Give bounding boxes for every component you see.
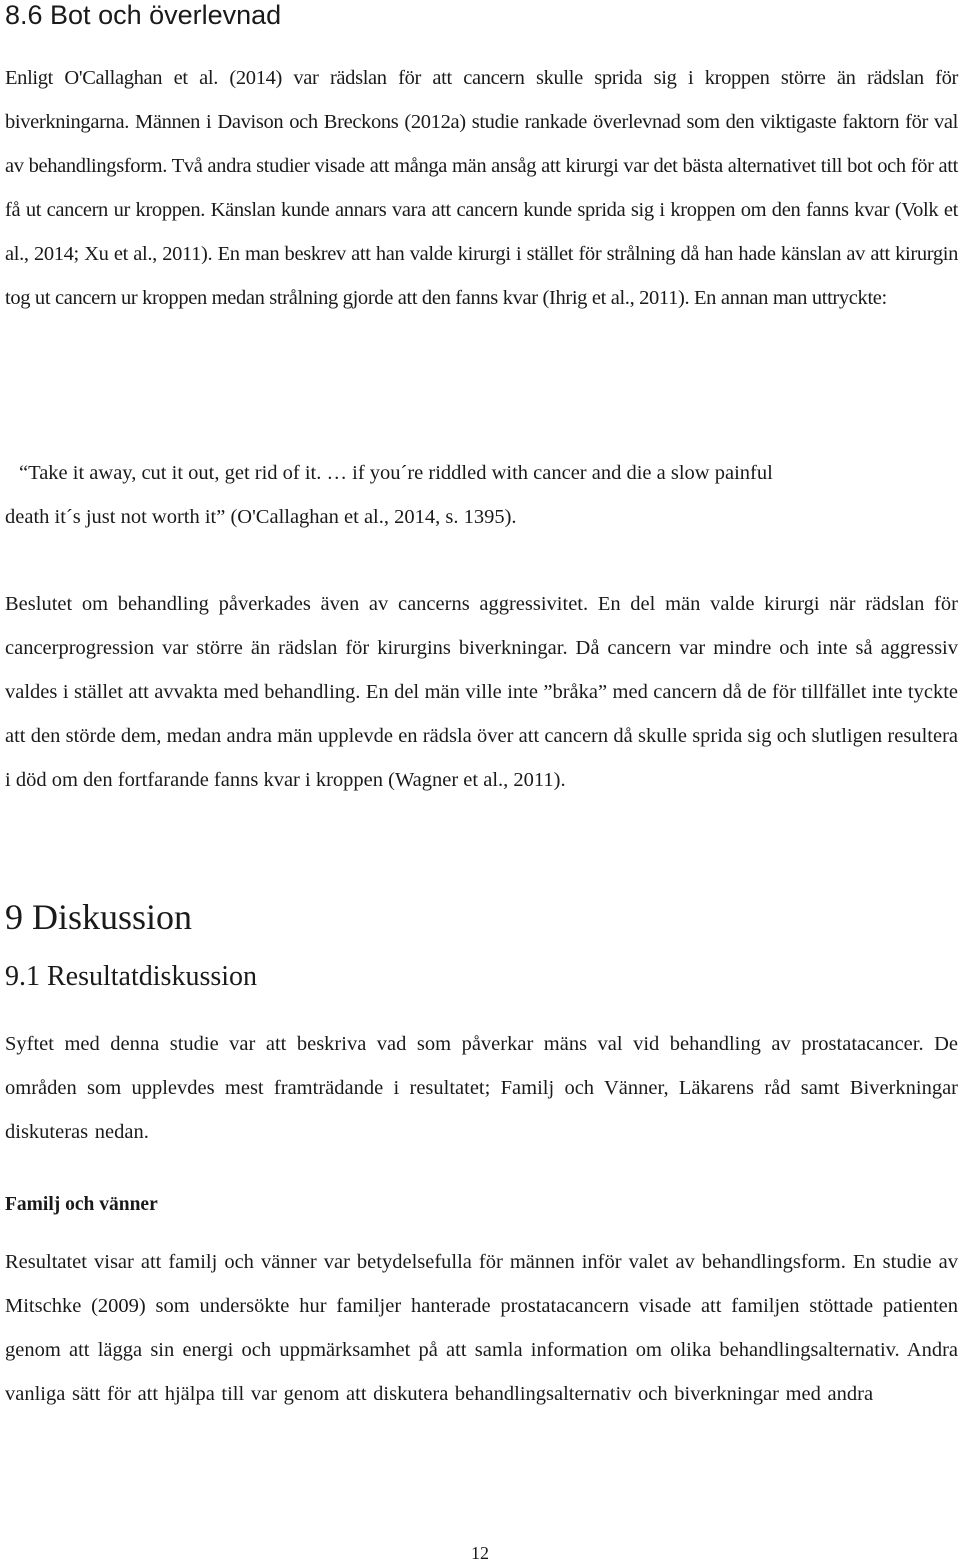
page-number: 12 [471, 1543, 489, 1563]
section-heading-9: 9 Diskussion [5, 897, 193, 937]
quote-line-1 [5, 451, 958, 495]
section-heading-9-1: 9.1 Resultatdiskussion [5, 961, 258, 992]
paragraph-survival-fear: Enligt O'Callaghan et al. (2014) var rädslan för att cancern skulle sprida sig i kroppen större än rädslan för biverkningarna. Männen i Davison och Breckons (2012a) studie rankade överlevnad som den viktigaste faktorn för val av behandlingsform. Två andra studier visade att många män ansåg att kirurgi var det bästa alternativet till bot och för att få ut cancern ur kroppen. Känslan kunde annars vara att cancern kunde sprida sig i kroppen om den fanns kvar (Volk et al., 2014; Xu et al., 2011). En man beskrev att han valde kirurgi i stället för strålning då han hade känslan av att kirurgin tog ut cancern ur kroppen medan strålning gjorde att den fanns kvar (Ihrig et al., 2011). En annan man uttryckte: [5, 67, 958, 309]
section-heading-8-6: 8.6 Bot och överlevnad [5, 0, 282, 30]
quote-line-2: death it´s just not worth it” (O'Callaghan et al., 2014, s. 1395). [5, 506, 517, 528]
quote-line-1-text: Take it away, cut it out, get rid of it. … if you´re riddled with cancer and die a slow painful [28, 462, 773, 484]
paragraph-purpose: Syftet med denna studie var att beskriva vad som påverkar mäns val vid behandling av prostatacancer. De områden som upplevdes mest framträdande i resultatet; Familj och Vänner, Läkarens råd samt Biverkningar diskuteras nedan. [5, 1033, 958, 1143]
quote-open-mark: “ [19, 462, 29, 484]
subsection-title-family-friends: Familj och vänner [5, 1194, 158, 1215]
paragraph-aggressiveness: Beslutet om behandling påverkades även av cancerns aggressivitet. En del män valde kirurgi när rädslan för cancerprogression var större än rädslan för kirurgins biverkningar. Då cancern var mindre och inte så aggressiv valdes i stället att avvakta med behandling. En del män ville inte ”bråka” med cancern då de för tillfället inte tyckte att den störde dem, medan andra män upplevde en rädsla över att cancern då skulle sprida sig och slutligen resultera i död om den fortfarande fanns kvar i kroppen (Wagner et al., 2011). [5, 593, 958, 791]
paragraph-family-friends: Resultatet visar att familj och vänner var betydelsefulla för männen inför valet av behandlingsform. En studie av Mitschke (2009) som undersökte hur familjer hanterade prostatacancern visade att familjen stöttade patienten genom att lägga sin energi och uppmärksamhet på att samla information om olika behandlingsalternativ. Andra vanliga sätt för att hjälpa till var genom att diskutera behandlingsalternativ och biverkningar med andra [5, 1251, 958, 1405]
block-quote [5, 451, 958, 539]
